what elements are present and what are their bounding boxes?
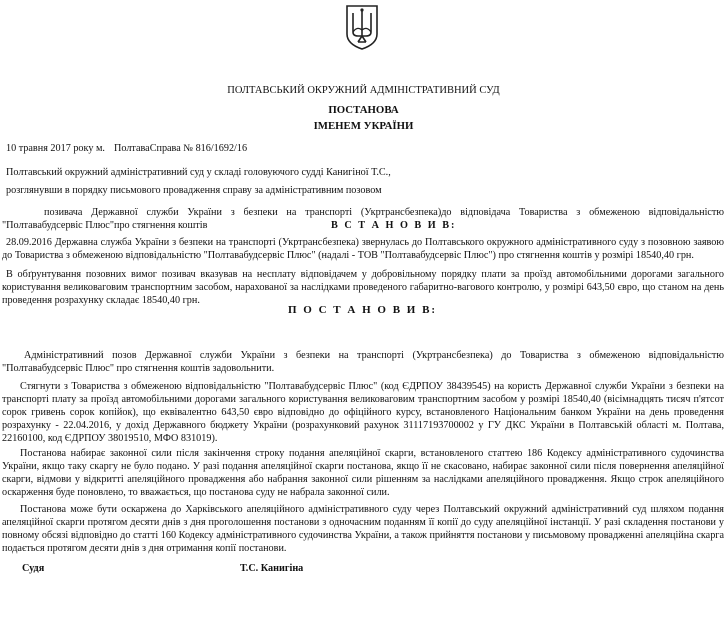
facts-text-2: В обґрунтування позовних вимог позивач вказував на несплату відповідачем у добровільному порядку плати за проїзд автомобільними дорогами загального користування великоваговим транспортним засобом, нарахованої за наслідками проведеного габаритно-вагового контролю, у розмірі 643,50 євро, що станом на день проведення розрахунку складає 18540,40 грн.	[2, 269, 724, 306]
case-reference: ПолтаваСправа № 816/1692/16	[114, 143, 248, 154]
document-title: ПОСТАНОВА	[328, 104, 399, 116]
document-subtitle: ІМЕНЕМ УКРАЇНИ	[313, 120, 414, 132]
court-composition: Полтавський окружний адміністративний суд у складі головуючого судді Канигіної Т.С.,	[6, 167, 391, 178]
decision-paragraph-1	[2, 349, 724, 375]
decided-heading: П О С Т А Н О В И В:	[288, 304, 438, 316]
decision-date: 10 травня 2017 року м.	[6, 143, 105, 154]
facts-paragraph-2	[2, 268, 724, 307]
decision-paragraph-4	[2, 503, 724, 555]
facts-paragraph-1	[2, 236, 724, 262]
established-heading: В С Т А Н О В И В:	[331, 220, 457, 231]
decision-paragraph-2	[2, 380, 724, 445]
decision-paragraph-3	[2, 447, 724, 499]
decision-text-3: Постанова набирає законної сили після закінчення строку подання апеляційної скарги, встановленого статтею 186 Кодексу адміністративного судочинства України, якщо таку скаргу не було подано. У разі подання апеляційної скарги постанова, якщо її не скасовано, набирає законної сили після повернення апеляційної скарги, відмови у відкритті апеляційного провадження або набрання законної сили рішенням за наслідками апеляційного провадження. Якщо строк апеляційного оскарження буде поновлено, то вважається, що постанова суду не набрала законної сили.	[2, 448, 724, 498]
trident-emblem-icon	[345, 4, 379, 50]
court-name: ПОЛТАВСЬКИЙ ОКРУЖНИЙ АДМІНІСТРАТИВНИЙ СУД	[227, 85, 500, 96]
decision-text-2: Стягнути з Товариства з обмеженою відповідальністю "Полтавабудсервіс Плюс" (код ЄДРПОУ 38439545) на користь Державної служби України з безпеки на транспорті плату за проїзд автомобільними дорогами загального користування великоваговим транспортним засобом у розмірі 18540,40 (вісімнадцять тисяч п'ятсот сорок гривень сорок копійок), що еквівалентно 643,50 євро відповідно до офіційного курсу, встановленого Національним банком України на день проведення розрахунку - 22.04.2016, у дохід Державного бюджету України (розрахунковий рахунок 31117193700002 у ГУ ДКС України в Полтавській області м. Полтава, 22160100, код ЄДРПОУ 38019510, МФО 831019).	[2, 381, 724, 444]
signature-label: Судя	[22, 563, 45, 574]
decision-text-4: Постанова може бути оскаржена до Харківського апеляційного адміністративного суду через Полтавський окружний адміністративний суд шляхом подання апеляційної скарги протягом десяти днів з дня проголошення постанови з одночасним поданням її копії до суду апеляційної інстанції. У разі складення постанови у повному обсязі відповідно до статті 160 Кодексу адміністративного судочинства України, а також прийняття постанови у письмовому провадженні апеляційна скарга подається протягом десяти днів з дня отримання копії постанови.	[2, 504, 724, 554]
decision-text-1: Адміністративний позов Державної служби України з безпеки на транспорті (Укртрансбезпека) до Товариства з обмеженою відповідальністю "Полтавабудсервіс Плюс" про стягнення коштів задовольнити.	[2, 350, 724, 374]
claim-text: позивача Державної служби України з безпеки на транспорті (Укртрансбезпека)до відповідача Товариства з обмеженою відповідальністю "Полтавабудсервіс Плюс"про стягнення коштів	[2, 207, 724, 231]
proceedings-note: розглянувши в порядку письмового провадження справу за адміністративним позовом	[6, 185, 382, 196]
facts-text-1: 28.09.2016 Державна служба України з безпеки на транспорті (Укртрансбезпека) звернулась до Полтавського окружного адміністративного суду з позовною заявою до Товариства з обмеженою відповідальністю "Полтавабудсервіс Плюс" (надалі - ТОВ "Полтавабудсервіс Плюс") про стягнення коштів у розмірі 18540,40 грн.	[2, 237, 724, 261]
signature-name: Т.С. Канигіна	[240, 563, 304, 574]
